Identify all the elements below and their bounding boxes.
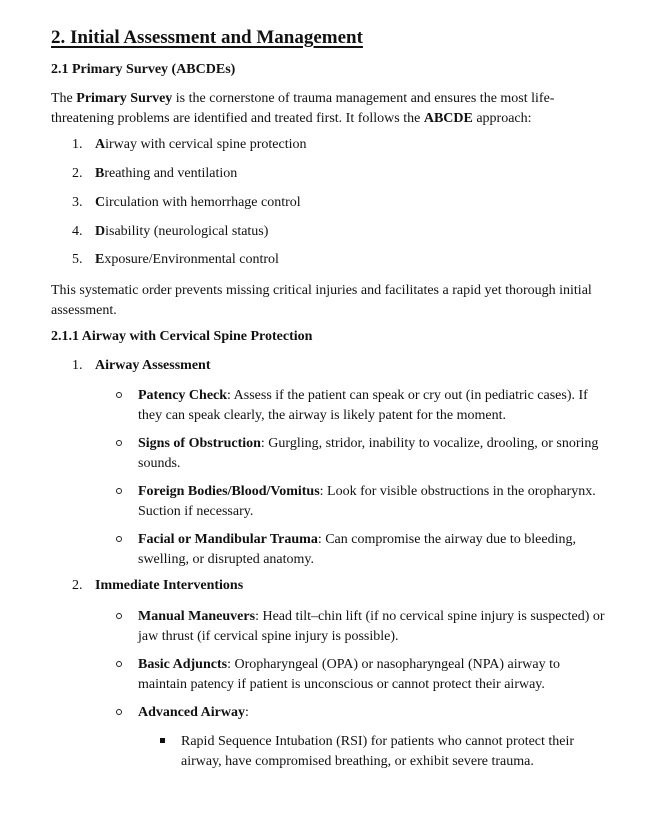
item-term: Manual Maneuvers — [138, 609, 256, 624]
item-desc: : Gurgling, stridor, inability to vocalize, drooling, or snoring sounds. — [138, 436, 599, 471]
immediate-interventions-label: Immediate Interventions — [95, 578, 244, 593]
circle-bullet-icon — [116, 613, 122, 619]
circle-bullet-icon — [116, 536, 122, 542]
item-term: Advanced Airway — [138, 705, 245, 720]
circle-bullet-icon — [116, 661, 122, 667]
list-item-text — [95, 224, 268, 240]
square-bullet-icon — [160, 738, 165, 743]
list-number: 5. — [72, 252, 83, 267]
list-item-text — [95, 252, 279, 268]
list-rest: xposure/Environmental control — [104, 252, 279, 267]
list-item — [72, 166, 83, 182]
list-item — [138, 482, 616, 522]
item-desc: : Can compromise the airway due to bleeding, swelling, or disrupted anatomy. — [138, 532, 576, 567]
outro-paragraph: This systematic order prevents missing critical injuries and facilitates a rapid yet thorough initial assessment. — [51, 283, 592, 318]
list-number: 4. — [72, 224, 83, 239]
list-item-text — [95, 195, 301, 211]
item-desc: : — [244, 705, 249, 720]
subsection-title-2-1-1: 2.1.1 Airway with Cervical Spine Protection — [51, 329, 313, 344]
list-number: 2. — [72, 578, 83, 593]
list-item-text — [95, 137, 307, 153]
list-item — [138, 434, 616, 474]
list-initial: D — [95, 224, 106, 239]
list-rest: irway with cervical spine protection — [105, 137, 307, 152]
section-heading: 2. Initial Assessment and Management — [51, 27, 363, 48]
list-initial: E — [95, 252, 105, 267]
item-term: Foreign Bodies/Blood/Vomitus — [138, 484, 320, 499]
sub-list-item: Rapid Sequence Intubation (RSI) for patients who cannot protect their airway, have compromised breathing, or exhibit severe trauma. — [181, 734, 575, 769]
list-item — [72, 195, 83, 211]
item-desc: : Oropharyngeal (OPA) or nasopharyngeal (NPA) airway to maintain patency if patient is unconscious or cannot protect their airway. — [138, 657, 561, 692]
list-item — [138, 386, 613, 426]
list-item — [138, 607, 608, 647]
item-desc: : Look for visible obstructions in the oropharynx. Suction if necessary. — [138, 484, 596, 519]
list-item — [72, 137, 83, 153]
list-rest: reathing and ventilation — [104, 166, 238, 181]
list-number: 2. — [72, 166, 83, 181]
item-term: Basic Adjuncts — [138, 657, 228, 672]
list-number: 1. — [72, 358, 83, 373]
list-item — [138, 703, 608, 723]
list-item — [72, 224, 83, 240]
item-desc: : Assess if the patient can speak or cry out (in pediatric cases). If they can speak clearly, the airway is likely patent for the moment. — [138, 388, 588, 423]
numbered-heading — [72, 358, 83, 374]
circle-bullet-icon — [116, 488, 122, 494]
list-initial: B — [95, 166, 105, 181]
list-rest: irculation with hemorrhage control — [105, 195, 301, 210]
intro-paragraph — [51, 89, 611, 129]
intro-bold-primary-survey: Primary Survey — [76, 91, 173, 106]
item-term: Signs of Obstruction — [138, 436, 261, 451]
list-initial: A — [95, 137, 106, 152]
circle-bullet-icon — [116, 440, 122, 446]
list-item — [72, 252, 83, 268]
intro-bold-abcde: ABCDE — [423, 111, 473, 126]
numbered-heading — [72, 578, 83, 594]
list-initial: C — [95, 195, 106, 210]
item-term: Patency Check — [138, 388, 228, 403]
list-item — [138, 530, 598, 570]
list-number: 1. — [72, 137, 83, 152]
subsection-title-2-1: 2.1 Primary Survey (ABCDEs) — [51, 62, 236, 77]
item-desc: : Head tilt–chin lift (if no cervical spine injury is suspected) or jaw thrust (if cervical spine injury is possible). — [138, 609, 605, 644]
list-rest: isability (neurological status) — [105, 224, 269, 239]
intro-text-c: approach: — [472, 111, 532, 126]
intro-text-a: The — [51, 91, 77, 106]
item-term: Facial or Mandibular Trauma — [138, 532, 318, 547]
airway-assessment-label: Airway Assessment — [95, 358, 211, 373]
list-number: 3. — [72, 195, 83, 210]
circle-bullet-icon — [116, 392, 122, 398]
list-item-text — [95, 166, 237, 182]
circle-bullet-icon — [116, 709, 122, 715]
intro-text-b: is the cornerstone of trauma management and ensures the most life-threatening problems are identified and treated first. It follows the — [51, 91, 555, 126]
list-item — [138, 655, 588, 695]
